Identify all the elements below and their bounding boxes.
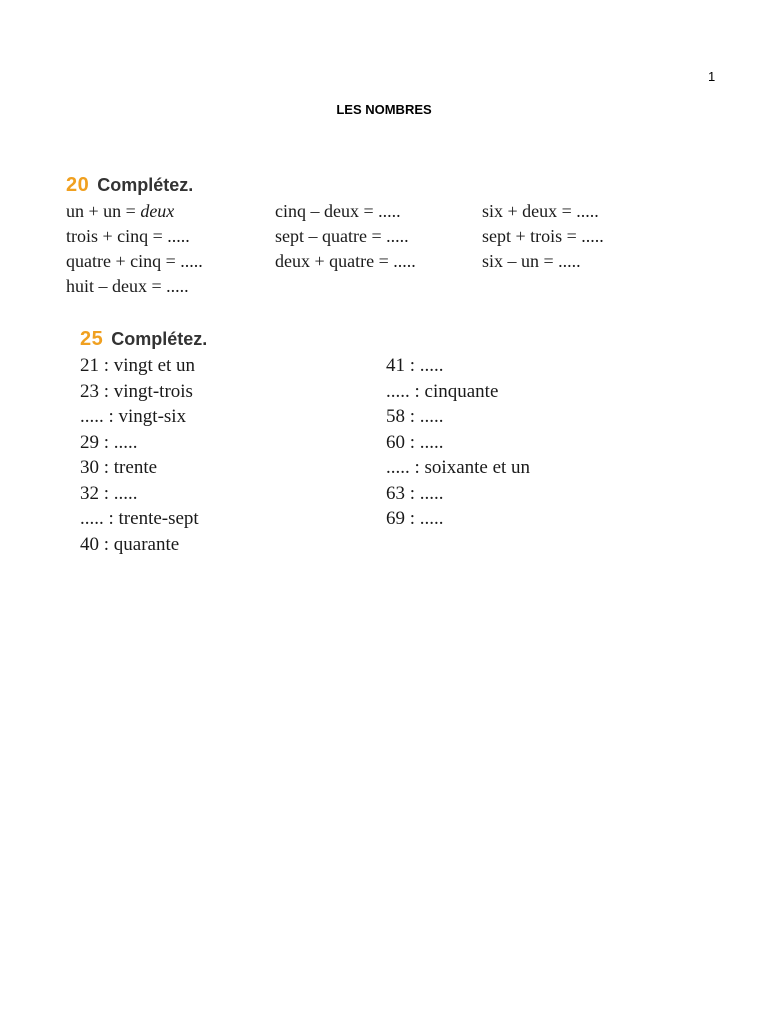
exercise-25-column-2 (386, 353, 530, 532)
exercise-item: 63 : ..... (386, 482, 444, 504)
exercise-item: 32 : ..... (80, 482, 138, 504)
exercise-20-column-1 (66, 199, 203, 299)
exercise-item: 41 : ..... (386, 355, 444, 376)
exercise-item: sept – quatre = ..... (275, 226, 409, 246)
exercise-number: 20 (66, 174, 90, 196)
exercise-20-column-2 (275, 199, 416, 274)
exercise-20-header (66, 174, 193, 197)
exercise-number: 25 (80, 328, 104, 350)
exercise-item: ..... : cinquante (386, 380, 499, 402)
exercise-item: quatre + cinq = ..... (66, 251, 203, 271)
exercise-item: six + deux = ..... (482, 201, 599, 221)
exercise-item: 29 : ..... (80, 431, 138, 453)
exercise-item: huit – deux = ..... (66, 276, 189, 296)
exercise-20-column-3 (482, 199, 604, 274)
page-number: 1 (708, 69, 716, 84)
exercise-item: sept + trois = ..... (482, 226, 604, 246)
exercise-item: trois + cinq = ..... (66, 226, 190, 246)
document-title: LES NOMBRES (336, 102, 432, 117)
exercise-25-column-1 (80, 353, 199, 557)
exercise-item: ..... : vingt-six (80, 406, 187, 427)
exercise-item: ..... : trente-sept (80, 508, 199, 529)
example-answer: deux (140, 201, 175, 221)
exercise-item: six – un = ..... (482, 251, 581, 271)
exercise-item: ..... : soixante et un (386, 457, 531, 478)
exercise-item: cinq – deux = ..... (275, 201, 401, 221)
exercise-item: 23 : vingt-trois (80, 380, 193, 402)
exercise-instruction: Complétez. (97, 175, 194, 195)
exercise-item: 69 : ..... (386, 508, 444, 529)
exercise-item: 21 : vingt et un (80, 355, 196, 376)
exercise-item: 60 : ..... (386, 431, 444, 453)
exercise-item: deux + quatre = ..... (275, 251, 416, 271)
exercise-item: 58 : ..... (386, 406, 444, 427)
exercise-25-header (80, 328, 207, 351)
exercise-instruction: Complétez. (111, 329, 208, 349)
exercise-item: 40 : quarante (80, 533, 180, 555)
exercise-item: un + un = deux (66, 201, 175, 221)
exercise-item: 30 : trente (80, 457, 158, 478)
